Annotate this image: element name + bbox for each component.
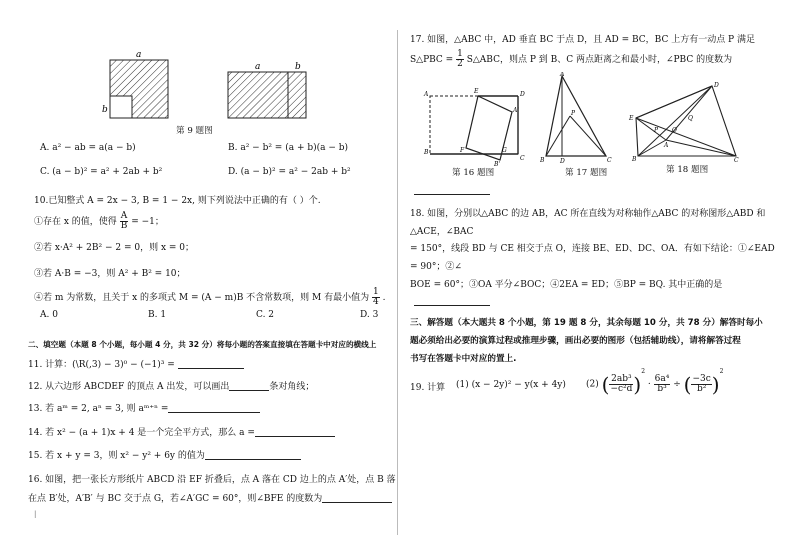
q18-line-1: 18. 如图，分别以△ABC 的边 AB，AC 所在直线为对称轴作△ABC 的对称图形△ABD 和: [410, 209, 766, 219]
svg-text:C: C: [734, 157, 739, 162]
svg-text:C: C: [520, 155, 525, 162]
q9-option-d: D. (a − b)² = a² − 2ab + b²: [228, 167, 351, 177]
q10-statement-4: ④若 m 为常数，且关于 x 的多项式 M = (A − m)B 不含常数项，则 M 有最小值为 $\frac{1}{4}$ .: [34, 287, 386, 307]
q17-answer-blank: [414, 185, 490, 196]
fig9-small-square: [110, 96, 132, 118]
figure-16: [420, 82, 530, 166]
svg-text:D: D: [520, 91, 525, 98]
q16-line-2: 在点 B′处，A′B′ 与 BC 交于点 G，若∠A′GC = 60°，则∠BFE 的度数为: [28, 491, 392, 504]
svg-text:F: F: [460, 147, 465, 154]
section-3-heading-3: 书写在答题卡中对应的置上.: [410, 354, 517, 364]
svg-text:A: A: [664, 142, 669, 149]
svg-text:C: C: [607, 157, 612, 164]
q18-answer-blank: [414, 296, 490, 307]
fig9-label-b-right: b: [295, 62, 301, 72]
q19-part-2: (2) ( $\frac{\text{2ab³}}{\text{−c²d}}$ )$^2$ · $\frac{\text{6a⁴}}{\text{b³}}$ ÷ ( $\frac{-3c}{\text{b²}}$ )$^2$: [586, 368, 724, 397]
q10-stem: 10.已知整式 A = 2x − 3, B = 1 − 2x, 则下列说法中正确的有（ ）个.: [34, 196, 321, 206]
fig17-caption: 第 17 题图: [565, 168, 608, 178]
fig9-label-b-left: b: [102, 105, 108, 115]
q10-option-c: C. 2: [256, 310, 275, 320]
svg-text:B: B: [540, 157, 545, 164]
svg-text:E: E: [474, 88, 479, 95]
svg-text:A': A': [513, 107, 519, 114]
svg-text:A: A: [560, 72, 565, 78]
svg-text:Q: Q: [688, 115, 693, 122]
q19-label: 19. 计算: [410, 383, 446, 393]
figure-17: [540, 72, 620, 164]
q17-line-2: S△PBC = $\frac{1}{2}$ S△ABC，则点 P 到 B、C 两点距离之和最小时，∠PBC 的度数为: [410, 49, 733, 69]
svg-text:A: A: [424, 91, 429, 98]
fig9-caption: 第 9 题图: [176, 126, 213, 136]
q18-line-3: = 150°，线段 BD 与 CE 相交于点 O，连接 BE、ED、DC、OA．有如下结论：①∠EAD: [410, 244, 775, 254]
q9-option-b: B. a² − b² = (a + b)(a − b): [228, 143, 349, 153]
q10-statement-2: ②若 x·A² + 2B² − 2 = 0，则 x = 0；: [34, 243, 195, 253]
q14: 14. 若 x² − (a + 1)x + 4 是一个完全平方式，那么 a =: [28, 425, 335, 438]
q18-line-4: = 90°；②∠: [410, 262, 462, 272]
svg-text:P: P: [571, 110, 576, 117]
q13: 13. 若 aᵐ = 2, aⁿ = 3, 则 aᵐ⁺ⁿ =: [28, 401, 260, 414]
section-3-heading-2: 题必须给出必要的演算过程或推理步骤，画出必要的图形（包括辅助线），请将解答过程: [410, 336, 741, 346]
q10-option-a: A. 0: [40, 310, 58, 320]
q9-option-c: C. (a − b)² = a² + 2ab + b²: [40, 167, 163, 177]
q11: 11. 计算：(\R(,3) − 3)⁰ − (−1)³ =: [28, 357, 244, 370]
svg-text:D: D: [714, 82, 719, 89]
q18-line-5: BOE = 60°；③OA 平分∠BOC；④2EA = ED；⑤BP = BQ. 其中正确的是: [410, 280, 723, 290]
fig16-caption: 第 16 题图: [452, 168, 495, 178]
fig9-rect: [228, 72, 306, 118]
section-2-heading: 二、填空题（本题 8 个小题，每小题 4 分，共 32 分）将每小题的答案直接填在答题卡中对应的横线上: [28, 340, 377, 349]
q19-part-1: (1) (x − 2y)² − y(x + 4y): [456, 380, 566, 390]
fig18-caption: 第 18 题图: [666, 165, 709, 175]
section-3-heading-1: 三、解答题（本大题共 8 个小题，第 19 题 8 分，其余每题 10 分，共 78 分）解答时每小: [410, 318, 763, 328]
column-divider: [397, 30, 398, 535]
q18-line-2: △ACE，∠BAC: [410, 227, 474, 237]
q16-line-1: 16. 如图，把一张长方形纸片 ABCD 沿 EF 折叠后，点 A 落在 CD 边上的点 A′处，点 B 落: [28, 475, 396, 485]
fig9-label-a-left: a: [136, 50, 142, 60]
q10-option-b: B. 1: [148, 310, 167, 320]
svg-text:D: D: [560, 158, 565, 164]
svg-text:O: O: [672, 127, 677, 134]
svg-text:B': B': [494, 161, 501, 166]
svg-text:B: B: [632, 156, 637, 162]
q15: 15. 若 x + y = 3，则 x² − y² + 6y 的值为: [28, 448, 301, 461]
footer-mark: |: [34, 510, 37, 518]
svg-text:B: B: [424, 149, 429, 156]
q10-statement-3: ③若 A·B = −3，则 A² + B² = 10；: [34, 269, 186, 279]
svg-text:E: E: [629, 115, 634, 122]
svg-text:P: P: [654, 127, 659, 134]
fig9-label-a-right: a: [255, 62, 261, 72]
q12: 12. 从六边形 ABCDEF 的顶点 A 出发，可以画出 条对角线；: [28, 382, 315, 392]
figure-18: [628, 80, 740, 162]
q10-option-d: D. 3: [360, 310, 379, 320]
q17-line-1: 17. 如图，△ABC 中，AD 垂直 BC 于点 D，且 AD = BC，BC 上方有一动点 P 满足: [410, 35, 755, 45]
q9-option-a: A. a² − ab = a(a − b): [40, 143, 136, 153]
q10-statement-1: ①存在 x 的值，使得 $\frac{A}{B}$ = −1；: [34, 211, 164, 231]
svg-text:G: G: [502, 147, 507, 154]
